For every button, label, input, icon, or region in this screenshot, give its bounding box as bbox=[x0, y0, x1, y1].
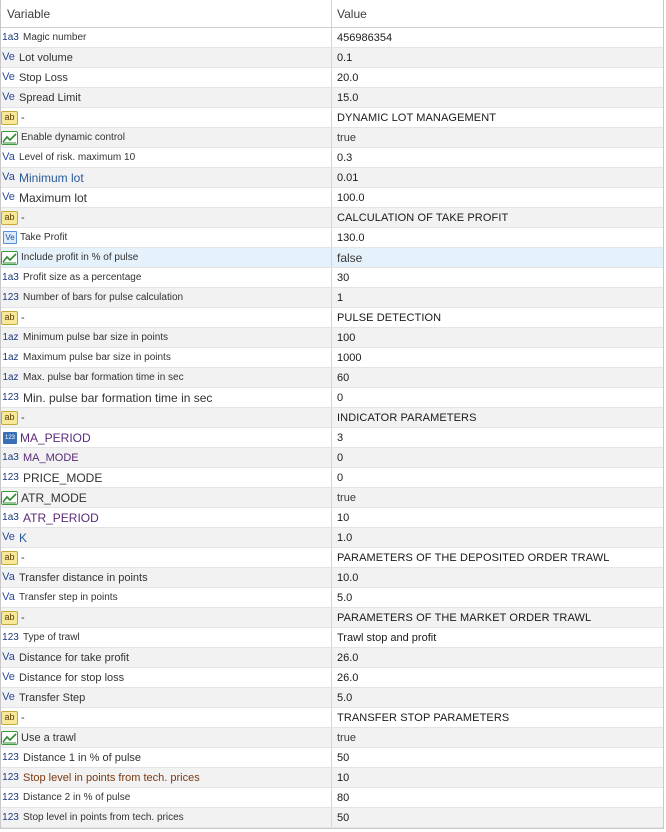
grid-rows bbox=[1, 28, 663, 828]
variable-cell bbox=[1, 428, 332, 447]
grid-header bbox=[1, 0, 663, 28]
double-type-icon: Ve bbox=[2, 91, 15, 103]
value-cell[interactable]: 5.0 bbox=[337, 591, 353, 604]
variable-label: Maximum lot bbox=[19, 190, 88, 205]
value-cell[interactable]: 50 bbox=[337, 811, 350, 824]
variable-label: ATR_PERIOD bbox=[23, 510, 99, 525]
string-type-icon: ab bbox=[1, 611, 18, 625]
value-cell[interactable]: 26.0 bbox=[337, 671, 359, 684]
string-type-icon: ab bbox=[1, 311, 18, 325]
variable-label: MA_MODE bbox=[23, 451, 79, 464]
variable-cell bbox=[1, 188, 332, 207]
long-type-icon: 1a3 bbox=[2, 511, 19, 523]
value-cell[interactable]: 26.0 bbox=[337, 651, 359, 664]
string-type-icon: ab bbox=[1, 551, 18, 565]
variable-label: - bbox=[21, 111, 25, 124]
variable-label: - bbox=[21, 551, 25, 564]
table-row[interactable] bbox=[1, 688, 663, 708]
table-row[interactable] bbox=[1, 528, 663, 548]
value-cell[interactable]: 3 bbox=[337, 431, 344, 444]
variable-label: Use a trawl bbox=[21, 731, 77, 744]
value-cell[interactable]: 0 bbox=[337, 391, 344, 404]
double-type-icon: Ve bbox=[2, 531, 15, 543]
variable-label: - bbox=[21, 711, 25, 724]
value-cell[interactable]: 0.1 bbox=[337, 51, 353, 64]
variable-label: Level of risk. maximum 10 bbox=[19, 152, 136, 163]
long-type-icon: 1a3 bbox=[2, 451, 19, 463]
value-cell[interactable]: 10 bbox=[337, 511, 350, 524]
value-cell[interactable]: true bbox=[337, 731, 356, 744]
variable-cell bbox=[1, 668, 332, 687]
value-cell[interactable]: 20.0 bbox=[337, 71, 359, 84]
value-cell[interactable]: 0 bbox=[337, 471, 344, 484]
variable-cell bbox=[1, 148, 332, 167]
variable-label: ATR_MODE bbox=[21, 490, 87, 505]
int-type-icon: 123 bbox=[2, 471, 19, 483]
variable-cell bbox=[1, 588, 332, 607]
table-row[interactable] bbox=[1, 48, 663, 68]
double-type-icon: Ve bbox=[2, 191, 15, 203]
variable-cell bbox=[1, 548, 332, 567]
variable-cell bbox=[1, 408, 332, 427]
value-cell[interactable]: 10.0 bbox=[337, 571, 359, 584]
table-row[interactable] bbox=[1, 428, 663, 448]
variable-label: Distance for stop loss bbox=[19, 671, 125, 684]
value-cell[interactable]: 456986354 bbox=[337, 31, 393, 44]
value-cell[interactable]: PARAMETERS OF THE DEPOSITED ORDER TRAWL bbox=[337, 551, 610, 564]
value-cell[interactable]: 130.0 bbox=[337, 231, 365, 244]
table-row[interactable] bbox=[1, 768, 663, 788]
int-type-icon: 123 bbox=[2, 811, 19, 823]
table-row[interactable] bbox=[1, 368, 663, 388]
variable-label: Include profit in % of pulse bbox=[21, 252, 139, 263]
value-cell[interactable]: 5.0 bbox=[337, 691, 353, 704]
variable-cell bbox=[1, 808, 332, 827]
double-type-icon: Ve bbox=[3, 231, 17, 244]
variable-label: Lot volume bbox=[19, 51, 73, 64]
table-row[interactable] bbox=[1, 288, 663, 308]
variable-cell bbox=[1, 308, 332, 327]
table-row[interactable] bbox=[1, 548, 663, 568]
variable-label: - bbox=[21, 411, 25, 424]
value-cell[interactable]: 0.01 bbox=[337, 171, 359, 184]
variable-cell bbox=[1, 68, 332, 87]
double-type-icon: Va bbox=[2, 651, 15, 663]
int-type-icon: 123 bbox=[2, 631, 19, 643]
variable-label: Enable dynamic control bbox=[21, 132, 125, 143]
variable-label: - bbox=[21, 611, 25, 624]
value-cell[interactable]: 60 bbox=[337, 371, 350, 384]
variable-cell bbox=[1, 168, 332, 187]
value-cell[interactable]: 0 bbox=[337, 451, 344, 464]
uint-type-icon: 1az bbox=[2, 371, 19, 383]
uint-type-icon: 1az bbox=[2, 351, 19, 363]
variable-cell bbox=[1, 48, 332, 67]
table-row[interactable] bbox=[1, 208, 663, 228]
variable-label: Stop Loss bbox=[19, 71, 68, 84]
table-row[interactable] bbox=[1, 588, 663, 608]
variable-label: Magic number bbox=[23, 32, 87, 43]
variable-cell bbox=[1, 628, 332, 647]
variable-label: Minimum pulse bar size in points bbox=[23, 332, 169, 343]
variable-label: Stop level in points from tech. prices bbox=[23, 771, 200, 784]
variable-cell bbox=[1, 528, 332, 547]
table-row[interactable] bbox=[1, 148, 663, 168]
variable-label: Stop level in points from tech. prices bbox=[23, 812, 184, 823]
variable-cell bbox=[1, 648, 332, 667]
uint-type-icon: 1az bbox=[2, 331, 19, 343]
variable-cell bbox=[1, 348, 332, 367]
table-row[interactable] bbox=[1, 488, 663, 508]
table-row[interactable] bbox=[1, 648, 663, 668]
variable-label: Type of trawl bbox=[23, 632, 80, 643]
table-row[interactable] bbox=[1, 708, 663, 728]
variable-label: Minimum lot bbox=[19, 170, 84, 185]
table-row[interactable] bbox=[1, 348, 663, 368]
value-cell[interactable]: 15.0 bbox=[337, 91, 359, 104]
table-row[interactable] bbox=[1, 408, 663, 428]
bool-type-icon bbox=[1, 251, 18, 265]
variable-cell bbox=[1, 568, 332, 587]
variable-label: - bbox=[21, 311, 25, 324]
table-row[interactable] bbox=[1, 108, 663, 128]
value-cell[interactable]: 0.3 bbox=[337, 151, 353, 164]
variable-label: Transfer distance in points bbox=[19, 571, 148, 584]
bool-type-icon bbox=[1, 491, 18, 505]
variable-cell bbox=[1, 448, 332, 467]
variable-label: Distance for take profit bbox=[19, 651, 130, 664]
variable-cell bbox=[1, 488, 332, 507]
table-row[interactable] bbox=[1, 188, 663, 208]
variable-label: Spread Limit bbox=[19, 91, 81, 104]
variable-cell bbox=[1, 108, 332, 127]
value-cell[interactable]: 100.0 bbox=[337, 191, 365, 204]
table-row[interactable] bbox=[1, 168, 663, 188]
variable-cell bbox=[1, 508, 332, 527]
enum-type-icon: 123 bbox=[3, 432, 17, 444]
variable-label: Transfer step in points bbox=[19, 592, 118, 603]
value-cell[interactable]: CALCULATION OF TAKE PROFIT bbox=[337, 211, 509, 224]
variable-cell bbox=[1, 748, 332, 767]
table-row[interactable] bbox=[1, 328, 663, 348]
variable-cell bbox=[1, 28, 332, 47]
table-row[interactable] bbox=[1, 728, 663, 748]
variable-label: Max. pulse bar formation time in sec bbox=[23, 372, 184, 383]
string-type-icon: ab bbox=[1, 411, 18, 425]
table-row[interactable] bbox=[1, 68, 663, 88]
table-row[interactable] bbox=[1, 228, 663, 248]
value-cell[interactable]: 1 bbox=[337, 291, 344, 304]
double-type-icon: Va bbox=[2, 171, 15, 183]
value-cell[interactable]: 30 bbox=[337, 271, 350, 284]
variable-cell bbox=[1, 388, 332, 407]
table-row[interactable] bbox=[1, 748, 663, 768]
int-type-icon: 123 bbox=[2, 291, 19, 303]
value-cell[interactable]: 1000 bbox=[337, 351, 362, 364]
double-type-icon: Ve bbox=[2, 51, 15, 63]
double-type-icon: Ve bbox=[2, 71, 15, 83]
variable-label: Maximum pulse bar size in points bbox=[23, 352, 171, 363]
variable-cell bbox=[1, 128, 332, 147]
value-cell[interactable]: 10 bbox=[337, 771, 350, 784]
long-type-icon: 1a3 bbox=[2, 31, 19, 43]
variable-label: MA_PERIOD bbox=[20, 430, 91, 445]
double-type-icon: Ve bbox=[2, 691, 15, 703]
value-cell[interactable]: true bbox=[337, 131, 356, 144]
variable-label: Distance 2 in % of pulse bbox=[23, 792, 131, 803]
variable-cell bbox=[1, 728, 332, 747]
int-type-icon: 123 bbox=[2, 771, 19, 783]
table-row[interactable] bbox=[1, 128, 663, 148]
table-row[interactable] bbox=[1, 668, 663, 688]
variable-label: Take Profit bbox=[20, 232, 68, 243]
bool-type-icon bbox=[1, 131, 18, 145]
table-row[interactable] bbox=[1, 568, 663, 588]
variable-cell bbox=[1, 288, 332, 307]
value-cell[interactable]: true bbox=[337, 491, 356, 504]
table-row[interactable] bbox=[1, 88, 663, 108]
table-row[interactable] bbox=[1, 628, 663, 648]
value-cell[interactable]: 50 bbox=[337, 751, 350, 764]
value-cell[interactable]: 80 bbox=[337, 791, 350, 804]
variable-cell bbox=[1, 468, 332, 487]
value-cell[interactable]: 1.0 bbox=[337, 531, 353, 544]
long-type-icon: 1a3 bbox=[2, 271, 19, 283]
double-type-icon: Va bbox=[2, 591, 15, 603]
table-row[interactable] bbox=[1, 508, 663, 528]
column-header-variable[interactable]: Variable bbox=[1, 0, 332, 27]
value-cell[interactable]: PULSE DETECTION bbox=[337, 311, 442, 324]
variable-label: Profit size as a percentage bbox=[23, 272, 142, 283]
table-row[interactable] bbox=[1, 448, 663, 468]
value-cell[interactable]: 100 bbox=[337, 331, 356, 344]
column-header-value[interactable]: Value bbox=[337, 6, 367, 21]
variable-label: - bbox=[21, 211, 25, 224]
variable-cell bbox=[1, 228, 332, 247]
table-row[interactable] bbox=[1, 308, 663, 328]
variable-label: Distance 1 in % of pulse bbox=[23, 751, 142, 764]
table-row[interactable] bbox=[1, 28, 663, 48]
table-row[interactable] bbox=[1, 248, 663, 268]
value-cell[interactable]: DYNAMIC LOT MANAGEMENT bbox=[337, 111, 497, 124]
table-row[interactable] bbox=[1, 468, 663, 488]
variable-cell bbox=[1, 328, 332, 347]
variable-cell bbox=[1, 788, 332, 807]
variable-cell bbox=[1, 368, 332, 387]
int-type-icon: 123 bbox=[2, 391, 19, 403]
variable-label: Transfer Step bbox=[19, 691, 86, 704]
variable-cell bbox=[1, 208, 332, 227]
double-type-icon: Ve bbox=[2, 671, 15, 683]
table-row[interactable] bbox=[1, 388, 663, 408]
int-type-icon: 123 bbox=[2, 791, 19, 803]
bool-type-icon bbox=[1, 731, 18, 745]
table-row[interactable] bbox=[1, 608, 663, 628]
variable-label: K bbox=[19, 530, 28, 545]
variable-cell bbox=[1, 248, 332, 267]
value-cell[interactable]: PARAMETERS OF THE MARKET ORDER TRAWL bbox=[337, 611, 592, 624]
variable-label: Min. pulse bar formation time in sec bbox=[23, 390, 213, 405]
table-row[interactable] bbox=[1, 268, 663, 288]
variable-cell bbox=[1, 268, 332, 287]
variable-cell bbox=[1, 768, 332, 787]
variable-label: Number of bars for pulse calculation bbox=[23, 292, 184, 303]
variable-cell bbox=[1, 688, 332, 707]
double-type-icon: Va bbox=[2, 571, 15, 583]
double-type-icon: Va bbox=[2, 151, 15, 163]
string-type-icon: ab bbox=[1, 111, 18, 125]
table-row[interactable] bbox=[1, 808, 663, 828]
variable-cell bbox=[1, 608, 332, 627]
value-cell[interactable]: false bbox=[337, 250, 363, 265]
variable-cell bbox=[1, 88, 332, 107]
value-cell[interactable]: Trawl stop and profit bbox=[337, 631, 437, 644]
value-cell[interactable]: INDICATOR PARAMETERS bbox=[337, 411, 477, 424]
string-type-icon: ab bbox=[1, 711, 18, 725]
string-type-icon: ab bbox=[1, 211, 18, 225]
table-row[interactable] bbox=[1, 788, 663, 808]
int-type-icon: 123 bbox=[2, 751, 19, 763]
value-cell[interactable]: TRANSFER STOP PARAMETERS bbox=[337, 711, 510, 724]
variable-cell bbox=[1, 708, 332, 727]
variable-label: PRICE_MODE bbox=[23, 470, 103, 485]
